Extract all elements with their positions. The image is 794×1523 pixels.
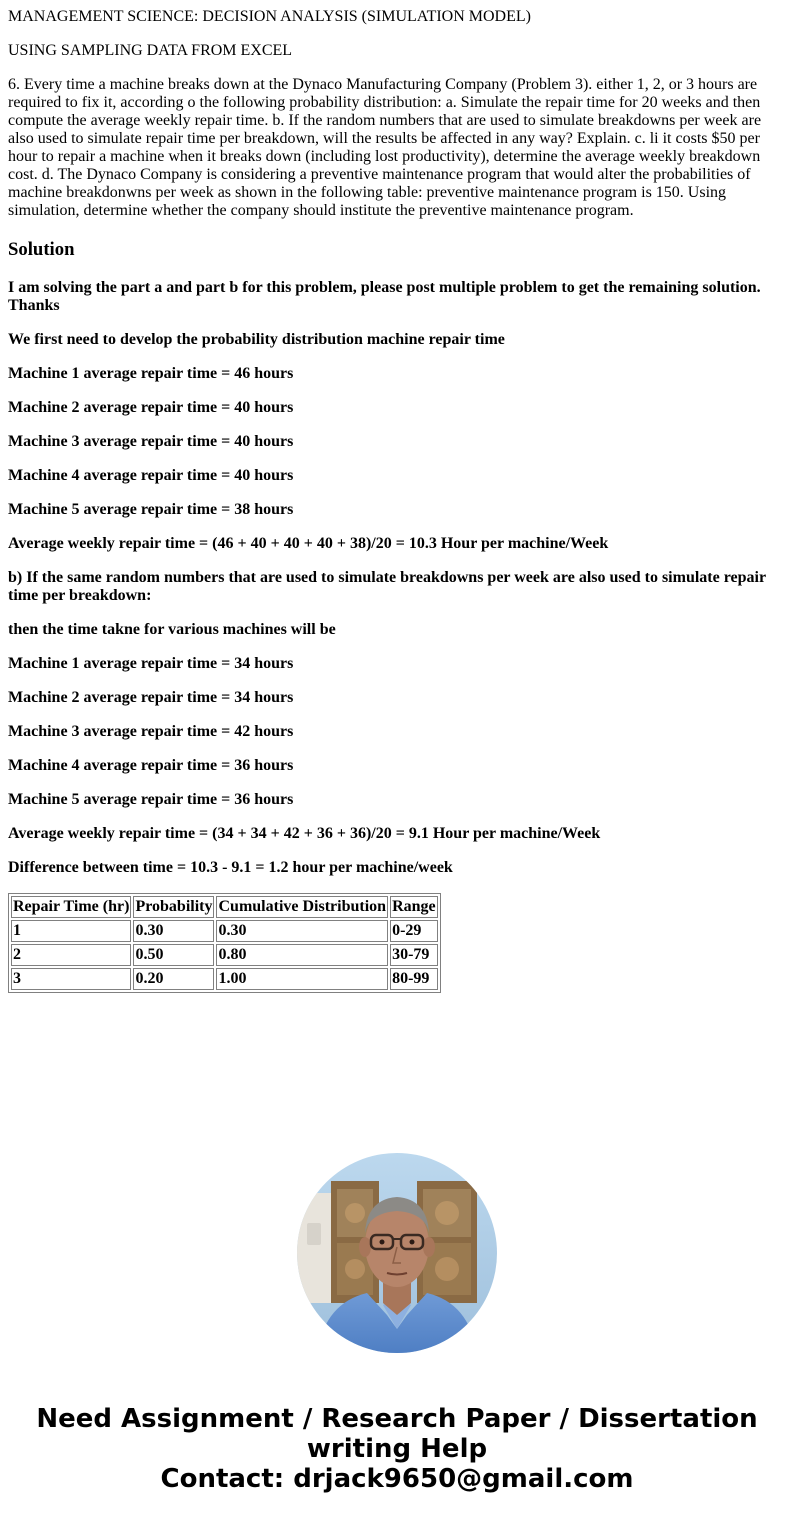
table-cell: 1 — [11, 920, 131, 942]
part-a-line: Machine 3 average repair time = 40 hours — [8, 433, 294, 450]
part-b-line: Machine 5 average repair time = 36 hours — [8, 791, 294, 808]
table-header-cell: Repair Time (hr) — [11, 896, 131, 918]
difference-line: Difference between time = 10.3 - 9.1 = 1.2 hour per machine/week — [8, 859, 453, 876]
table-cell: 30-79 — [390, 944, 438, 966]
table-cell: 0.80 — [216, 944, 388, 966]
table-header-row — [11, 896, 438, 918]
contact-email: Contact: drjack9650@gmail.com — [160, 1464, 634, 1494]
problem-statement: 6. Every time a machine breaks down at the Dynaco Manufacturing Company (Problem 3). either 1, 2, or 3 hours are required to fix it, according o the following probability distribution: a. Simulate the repair time for 20 weeks and then compute the average weekly repair time. b. If the random numbers that are used to simulate breakdowns per week are also used to simulate repair time per breakdown, will the results be affected in any way? Explain. c. li it costs $50 per hour to repair a machine when it breaks down (including lost productivity), determine the average weekly breakdown cost. d. The Dynaco Company is considering a preventive maintenance program that would alter the probabilities of machine breakdonwns per week as shown in the following table: preventive maintenance program is 150. Using simulation, determine whether the company should institute the preventive maintenance program. — [8, 76, 762, 219]
table-row — [11, 968, 438, 990]
table-cell: 2 — [11, 944, 131, 966]
page-title: MANAGEMENT SCIENCE: DECISION ANALYSIS (SIMULATION MODEL) — [8, 8, 531, 25]
table-row — [11, 920, 438, 942]
solution-intro: I am solving the part a and part b for this problem, please post multiple problem to get the remaining solution. Thanks — [8, 279, 761, 314]
author-photo — [297, 1153, 497, 1353]
table-cell: 0.30 — [133, 920, 214, 942]
table-cell: 3 — [11, 968, 131, 990]
part-a-line: Machine 2 average repair time = 40 hours — [8, 399, 294, 416]
table-header-cell: Range — [390, 896, 438, 918]
portrait-image — [297, 1153, 497, 1353]
part-a-line: Machine 4 average repair time = 40 hours — [8, 467, 294, 484]
part-b-line: Machine 1 average repair time = 34 hours — [8, 655, 294, 672]
part-b-line: Machine 3 average repair time = 42 hours — [8, 723, 294, 740]
solution-heading: Solution — [8, 239, 75, 260]
distribution-table — [8, 893, 441, 993]
part-b-line: Machine 2 average repair time = 34 hours — [8, 689, 294, 706]
table-header-cell: Probability — [133, 896, 214, 918]
part-b-line: Machine 4 average repair time = 36 hours — [8, 757, 294, 774]
part-a-line: Machine 1 average repair time = 46 hours — [8, 365, 294, 382]
part-b-intro: then the time takne for various machines will be — [8, 621, 336, 638]
table-cell: 1.00 — [216, 968, 388, 990]
table-cell: 0-29 — [390, 920, 438, 942]
table-cell: 80-99 — [390, 968, 438, 990]
table-cell: 0.50 — [133, 944, 214, 966]
part-a-average: Average weekly repair time = (46 + 40 + 40 + 40 + 38)/20 = 10.3 Hour per machine/Week — [8, 535, 609, 552]
part-b-heading: b) If the same random numbers that are used to simulate breakdowns per week are also used to simulate repair time per breakdown: — [8, 569, 766, 604]
page-subtitle: USING SAMPLING DATA FROM EXCEL — [8, 42, 293, 59]
part-b-average: Average weekly repair time = (34 + 34 + 42 + 36 + 36)/20 = 9.1 Hour per machine/Week — [8, 825, 601, 842]
part-a-line: Machine 5 average repair time = 38 hours — [8, 501, 294, 518]
table-cell: 0.30 — [216, 920, 388, 942]
promo-line: writing Help — [306, 1434, 488, 1464]
promo-line: Need Assignment / Research Paper / Dissertation — [36, 1404, 758, 1434]
table-cell: 0.20 — [133, 968, 214, 990]
promo-footer — [0, 1404, 794, 1494]
table-row — [11, 944, 438, 966]
table-header-cell: Cumulative Distribution — [216, 896, 388, 918]
develop-note: We first need to develop the probability distribution machine repair time — [8, 331, 505, 348]
